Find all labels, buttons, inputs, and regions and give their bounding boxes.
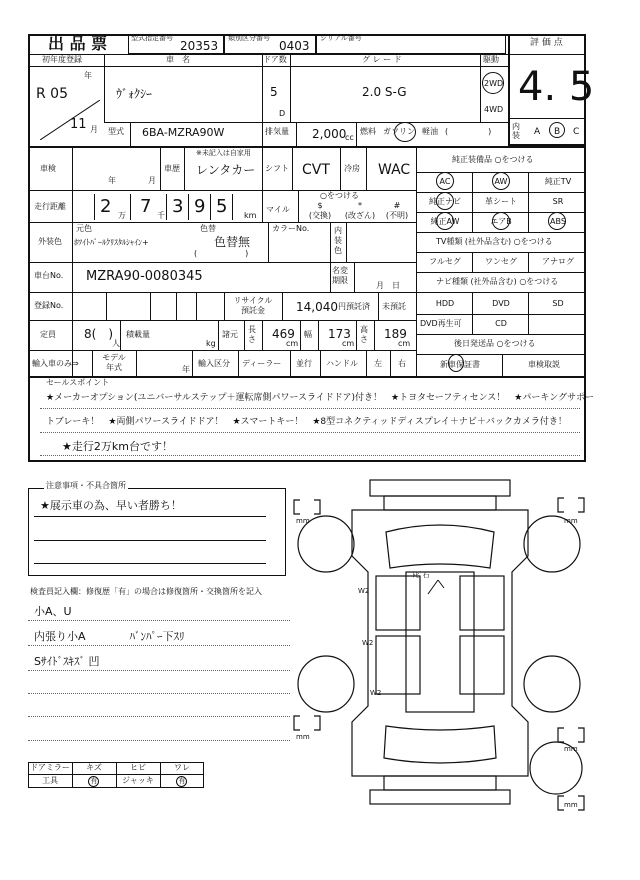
- class-no-label: 類別区分番号: [228, 34, 270, 42]
- ac-value: WAC: [378, 162, 411, 178]
- car-name: ｳﾞｫｸｼｰ: [116, 87, 153, 101]
- mm-front-left: mm: [296, 517, 310, 525]
- drive-2wd: 2WD: [484, 79, 504, 88]
- mileage-label: 走行距離: [34, 202, 66, 211]
- equip-leather: 革シート: [485, 197, 517, 206]
- later-warranty: 新車保証書: [440, 360, 480, 369]
- ac-label: 冷房: [344, 164, 360, 173]
- steering-label: ハンドル: [326, 359, 358, 368]
- history-value: レンタカー: [196, 163, 256, 177]
- drive-label: 駆動: [483, 55, 499, 64]
- width-label: 幅: [304, 330, 312, 339]
- damage-w2-middle: W2: [362, 639, 374, 647]
- year-unit: 年: [84, 71, 92, 80]
- navi-type-title: ナビ種類 (社外品含む) ○をつける: [436, 277, 559, 286]
- doors-label: ドア数: [263, 55, 287, 64]
- damage-w2-front: W2: [358, 587, 370, 595]
- mm-front-right: mm: [564, 517, 578, 525]
- history-label: 車歴: [164, 164, 180, 173]
- shift-label: シフト: [265, 164, 289, 173]
- mileage-digit-3: 3: [172, 196, 184, 217]
- height-value: 189: [384, 327, 407, 341]
- notes-label: 注意事項・不具合箇所: [46, 481, 126, 490]
- mileage-tampered: * (改ざん): [344, 201, 376, 220]
- original-color: ﾎﾜｲﾄﾊﾟｰﾙｸﾘｽﾀﾙｼｬｲﾝ+: [74, 238, 149, 247]
- chassis-number: MZRA90-0080345: [86, 269, 203, 284]
- cc-unit: cc: [345, 133, 354, 142]
- load-label: 積載量: [126, 330, 150, 339]
- equip-aw-circle: [492, 172, 510, 190]
- form-title: 出 品 票: [48, 34, 108, 53]
- equip-airbag-circle: [492, 212, 510, 230]
- recycle-unit: 円預託済: [338, 302, 370, 311]
- capacity-unit: 人: [112, 339, 120, 348]
- equip-navi-circle: [436, 192, 454, 210]
- mileage-digit-4: 9: [194, 196, 206, 217]
- capacity-value: 8( ): [84, 327, 113, 341]
- mileage-digit-5: 5: [216, 196, 228, 217]
- mileage-circle-note: ○をつける: [320, 191, 359, 200]
- legend-tools: 工具: [42, 776, 58, 785]
- fuel-label: 燃料: [360, 127, 376, 136]
- inspector-line-2: 内張り小A ﾊﾞﾝﾊﾟｰ下ｽﾘ: [34, 630, 185, 643]
- sales-line-2: トブレーキ！ ★両側パワースライドドア！ ★スマートキー！ ★8型コネクティッドディスプレイ＋ナビ＋バックカメラ付き！: [46, 417, 567, 427]
- tv-analog: アナログ: [542, 257, 574, 266]
- capacity-label: 定員: [40, 330, 56, 339]
- fuel-circle: [394, 122, 416, 142]
- tv-type-title: TV種類 (社外品含む) ○をつける: [436, 237, 553, 246]
- mileage-exchanged: $ (交換): [308, 201, 332, 220]
- navi-sd: SD: [552, 299, 564, 308]
- mile-label: マイル: [266, 205, 290, 214]
- navi-hdd: HDD: [435, 299, 455, 308]
- dvd-playback-label: DVD再生可: [420, 319, 462, 328]
- shift-value: CVT: [302, 162, 330, 178]
- model-year-unit: 年: [182, 365, 190, 374]
- mm-rear-right: mm: [564, 745, 578, 753]
- name-change-label: 名変 期限: [332, 266, 348, 285]
- inspection-year-unit: 年: [108, 176, 116, 185]
- displacement-label: 排気量: [265, 127, 289, 136]
- grade: 2.0 S-G: [362, 85, 407, 99]
- mileage-man: 万: [118, 211, 126, 220]
- mileage-sen: 千: [157, 211, 165, 220]
- reg-year: R 05: [36, 86, 68, 102]
- later-title: 後日発送品 ○をつける: [454, 339, 536, 348]
- interior-a: A: [534, 127, 541, 137]
- inspector-label: 検査員記入欄：修復歴「有」の場合は修復箇所・交換箇所を記入: [30, 587, 262, 596]
- later-manual: 車検取説: [528, 360, 560, 369]
- mm-rear-left: mm: [296, 733, 310, 741]
- interior-color-label: 内 装 色: [334, 226, 342, 255]
- regno-label: 登録No.: [34, 301, 64, 310]
- color-code-label: カラーNo.: [272, 224, 310, 233]
- mileage-unknown: # (不明): [385, 201, 409, 220]
- length-unit: cm: [286, 339, 299, 348]
- class-no: 0403: [279, 39, 310, 53]
- repaint-label: 色替: [200, 224, 216, 233]
- chassis-label: 車台No.: [34, 271, 64, 280]
- equip-aw-genuine-circle: [436, 212, 454, 230]
- tv-oneseg: ワンセグ: [485, 257, 517, 266]
- drive-4wd: 4WD: [484, 105, 504, 114]
- diesel-label: 軽油: [422, 127, 438, 136]
- inspector-line-3: Sｻｲﾄﾞｽｷｽﾞ 凹: [34, 655, 100, 668]
- equip-airbag: エアB: [490, 217, 512, 226]
- inspector-line-1: 小A、U: [34, 605, 72, 618]
- interior-c: C: [573, 127, 580, 137]
- load-unit: kg: [206, 339, 216, 348]
- width-unit: cm: [342, 339, 355, 348]
- equip-tv: 純正TV: [544, 177, 572, 186]
- import-label: 輸入車のみ⇒: [32, 359, 79, 368]
- mm-spare: mm: [564, 801, 578, 809]
- model-no-label: 型式指定番号: [131, 34, 173, 42]
- later-warranty-circle: [448, 354, 464, 372]
- dims-label: 諸元: [222, 330, 238, 339]
- history-note: ※未記入は自家用: [196, 149, 251, 157]
- length-value: 469: [272, 327, 295, 341]
- sales-line-3: ★走行2万km台です！: [62, 440, 173, 453]
- legend-mirror: ドアミラー: [30, 763, 70, 772]
- reg-month: 11: [70, 117, 87, 132]
- inspection-label: 車検: [40, 164, 56, 173]
- equipment-title: 純正装備品 ○をつける: [452, 155, 534, 164]
- grade-label: グ レ ー ド: [362, 55, 402, 64]
- inspection-month-unit: 月: [148, 176, 156, 185]
- legend-tools-yes: 有: [90, 777, 98, 785]
- diesel-value: ( ): [445, 127, 492, 136]
- drive-2wd-circle: [482, 72, 504, 94]
- legend-jack-yes: 有: [178, 777, 186, 785]
- serial-label: シリアル番号: [320, 34, 362, 42]
- interior-b-circle: [549, 122, 565, 138]
- interior-label: 内 装: [512, 122, 520, 140]
- steering-left: 左: [374, 359, 382, 368]
- exterior-color-label: 外装色: [38, 237, 62, 246]
- model-year-label: モデル 年式: [102, 353, 126, 372]
- sales-points-label: セールスポイント: [46, 378, 110, 387]
- score-value: 4. 5: [518, 64, 595, 110]
- original-color-label: 元色: [76, 224, 92, 233]
- equip-aw: AW: [494, 177, 508, 186]
- doors-count: 5: [270, 85, 278, 99]
- name-change-date: 月 日: [376, 281, 400, 290]
- mileage-km: km: [244, 211, 257, 220]
- type-label: 型式: [108, 127, 124, 136]
- mileage-digit-2: 7: [140, 196, 152, 217]
- reg-slash: [40, 100, 100, 140]
- legend-jack-circle: [176, 776, 187, 787]
- height-unit: cm: [398, 339, 411, 348]
- navi-dvd: DVD: [492, 299, 510, 308]
- import-dealer: ディーラー: [242, 359, 282, 368]
- car-damage-diagram: [290, 476, 590, 816]
- vehicle-type: 6BA-MZRA90W: [142, 126, 225, 139]
- equip-ac: AC: [439, 177, 451, 186]
- recycle-fee: 14,040: [296, 300, 338, 314]
- legend-crack: ヒビ: [130, 763, 146, 772]
- score-label: 評 価 点: [530, 38, 563, 48]
- legend-jack: ジャッキ: [122, 776, 154, 785]
- legend-break: ワレ: [174, 763, 190, 772]
- equip-abs-circle: [548, 212, 566, 230]
- repaint-paren: ( ): [194, 249, 249, 258]
- import-type-label: 輸入区分: [198, 359, 230, 368]
- displacement: 2,000: [312, 127, 347, 141]
- first-reg-label: 初年度登録: [42, 55, 82, 64]
- cd-label: CD: [495, 319, 507, 328]
- equip-sr: SR: [552, 197, 564, 206]
- equip-navi: 純正ナビ: [429, 197, 461, 206]
- damage-w2-rear: W2: [370, 689, 382, 697]
- car-name-label: 車 名: [166, 55, 190, 64]
- mileage-digit-1: 2: [100, 196, 112, 217]
- door-code: D: [279, 109, 286, 118]
- legend-tools-circle: [88, 776, 99, 787]
- model-no: 20353: [180, 39, 219, 53]
- month-unit: 月: [90, 125, 98, 134]
- notes-text: ★展示車の為、早い者勝ち！: [40, 499, 182, 512]
- import-parallel: 並行: [296, 359, 312, 368]
- recycle-label: リサイクル 預託金: [233, 296, 273, 315]
- equip-ac-circle: [436, 172, 454, 190]
- fuel-gasoline: ガソリン: [383, 127, 415, 136]
- sales-line-1: ★メーカーオプション(ユニバーサルステップ＋運転席側パワースライドドア)付き！ ★トヨタセーフティセンス！ ★パーキングサポー: [46, 393, 595, 403]
- steering-right: 右: [398, 359, 406, 368]
- interior-b: B: [554, 127, 561, 137]
- equip-aw-genuine: 純正AW: [430, 217, 460, 226]
- equip-abs: ABS: [550, 217, 566, 226]
- width-value: 173: [328, 327, 351, 341]
- damage-stone-chip: ﾄﾋﾞ石: [412, 571, 430, 579]
- legend-scratch: キズ: [86, 763, 102, 772]
- height-label: 高 さ: [360, 325, 368, 344]
- repaint-value: 色替無: [214, 235, 251, 249]
- recycle-unpaid: 未預託: [382, 302, 406, 311]
- tv-fullseg: フルセグ: [429, 257, 461, 266]
- length-label: 長 さ: [248, 325, 256, 344]
